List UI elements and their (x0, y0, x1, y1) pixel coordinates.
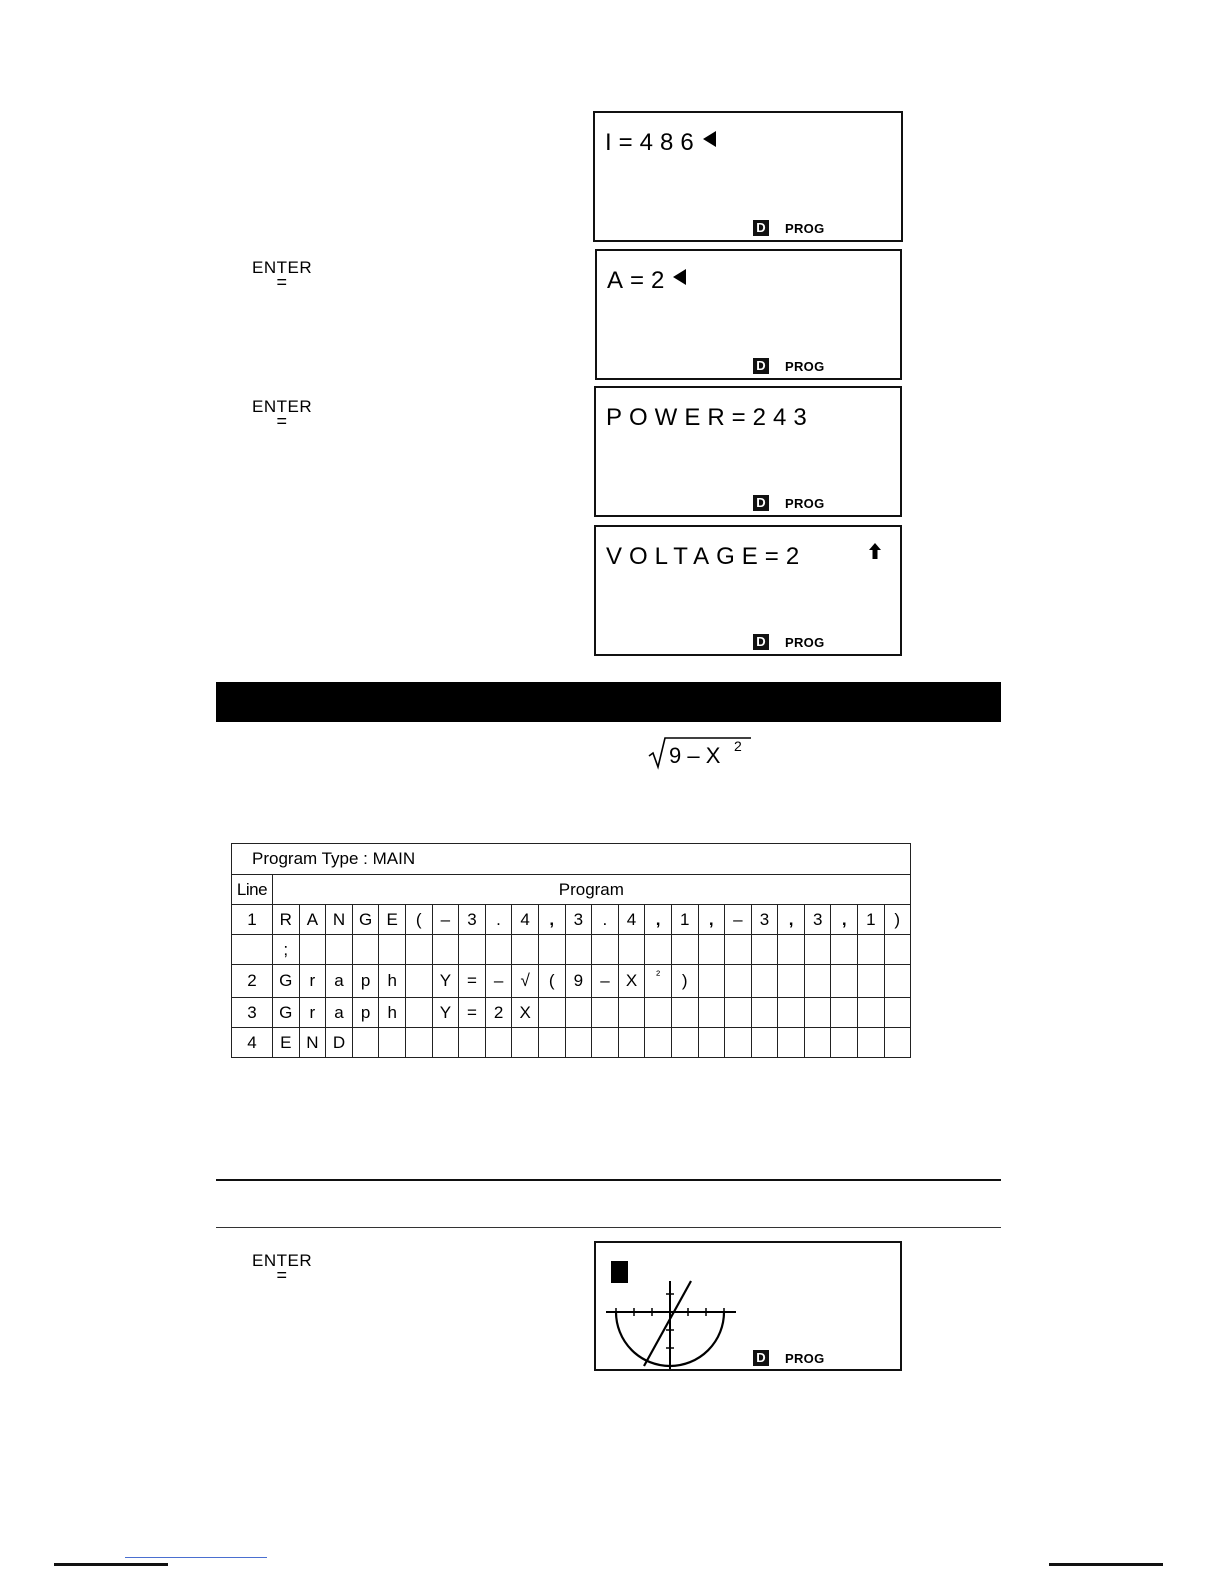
program-char-cell (778, 965, 805, 998)
program-char-cell (485, 935, 512, 965)
program-char-cell: p (352, 998, 379, 1028)
program-char-cell: 1 (671, 905, 698, 935)
program-char-cell: 3 (751, 905, 778, 935)
program-char-cell: E (273, 1028, 300, 1058)
section-header-bar (216, 682, 1001, 722)
program-char-cell: R (273, 905, 300, 935)
program-char-cell: 3 (459, 905, 486, 935)
lcd-screen-2 (595, 249, 902, 380)
lcd-screen-1 (593, 111, 903, 242)
program-char-cell: h (379, 965, 406, 998)
program-char-cell (831, 998, 858, 1028)
left-arrow-icon (673, 269, 686, 285)
program-char-cell: X (512, 998, 539, 1028)
program-char-cell (804, 935, 831, 965)
square-root-formula (645, 734, 755, 770)
program-char-cell: = (459, 965, 486, 998)
program-char-cell: 4 (618, 905, 645, 935)
prog-mode-indicator: PROG (785, 359, 825, 374)
program-char-cell (858, 998, 885, 1028)
program-char-cell: G (273, 998, 300, 1028)
program-table (231, 843, 911, 1058)
footer-rule-right (1049, 1563, 1163, 1566)
program-char-cell: = (459, 998, 486, 1028)
lcd-screen-3 (594, 386, 902, 517)
left-arrow-icon (703, 131, 716, 147)
lcd-screen-4 (594, 525, 902, 656)
enter-key-text: ENTER (252, 1251, 313, 1270)
program-char-cell (804, 998, 831, 1028)
program-char-cell (405, 965, 432, 998)
prog-mode-indicator: PROG (785, 1351, 825, 1366)
enter-key-text: ENTER (252, 258, 313, 277)
program-char-cell (405, 998, 432, 1028)
program-char-cell: – (725, 905, 752, 935)
program-char-cell: 3 (565, 905, 592, 935)
program-char-cell (565, 1028, 592, 1058)
program-char-cell: , (538, 905, 565, 935)
program-char-cell (592, 998, 619, 1028)
program-char-cell: N (326, 905, 353, 935)
program-char-cell: . (485, 905, 512, 935)
enter-key-label-2 (252, 397, 313, 431)
program-char-cell (778, 1028, 805, 1058)
program-header-row (232, 875, 911, 905)
program-char-cell (858, 965, 885, 998)
program-char-cell: – (432, 905, 459, 935)
program-char-cell (352, 935, 379, 965)
divider-rule-bottom (216, 1227, 1001, 1228)
program-type-label: Program Type : MAIN (232, 844, 911, 875)
program-char-cell (671, 935, 698, 965)
degree-mode-indicator: D (753, 220, 769, 236)
program-char-cell: a (326, 998, 353, 1028)
prog-mode-indicator: PROG (785, 496, 825, 511)
degree-mode-indicator: D (753, 634, 769, 650)
program-char-cell (299, 935, 326, 965)
prog-mode-indicator: PROG (785, 221, 825, 236)
lcd-readout: A=2 (607, 267, 686, 295)
degree-mode-indicator: D (753, 1350, 769, 1366)
program-char-cell: √ (512, 965, 539, 998)
footer-link-underline (125, 1557, 267, 1558)
program-char-cell (645, 935, 672, 965)
program-char-cell (618, 1028, 645, 1058)
program-char-cell (565, 998, 592, 1028)
program-char-cell: . (592, 905, 619, 935)
program-char-cell (698, 965, 725, 998)
program-char-cell: , (831, 905, 858, 935)
program-char-cell: 4 (512, 905, 539, 935)
program-char-cell: – (592, 965, 619, 998)
line-number-cell: 1 (232, 905, 273, 935)
line-number-cell (232, 935, 273, 965)
program-char-cell (751, 935, 778, 965)
program-char-cell (698, 1028, 725, 1058)
program-char-cell: h (379, 998, 406, 1028)
program-char-cell (379, 935, 406, 965)
enter-key-label-1 (252, 258, 313, 292)
program-char-cell (831, 1028, 858, 1058)
program-char-cell: , (645, 905, 672, 935)
program-char-cell: p (352, 965, 379, 998)
program-char-cell (725, 998, 752, 1028)
program-char-cell (884, 998, 910, 1028)
program-char-cell (405, 935, 432, 965)
program-char-cell: 1 (858, 905, 885, 935)
program-char-cell: ) (884, 905, 910, 935)
program-char-cell (858, 935, 885, 965)
equals-key-text: = (276, 272, 288, 292)
program-char-cell: , (698, 905, 725, 935)
lcd-readout: VOLTAGE=2 (606, 543, 807, 570)
program-char-cell (512, 935, 539, 965)
program-char-cell (858, 1028, 885, 1058)
program-column-header: Program (273, 875, 911, 905)
program-char-cell (405, 1028, 432, 1058)
program-char-cell: N (299, 1028, 326, 1058)
program-char-cell: – (485, 965, 512, 998)
program-char-cell: G (273, 965, 300, 998)
lcd-readout: POWER=243 (606, 404, 814, 431)
program-char-cell (432, 1028, 459, 1058)
footer-rule-left (54, 1563, 168, 1566)
program-char-cell (804, 965, 831, 998)
program-char-cell: ( (538, 965, 565, 998)
program-char-cell (618, 998, 645, 1028)
equals-key-text: = (276, 411, 288, 431)
line-number-cell: 4 (232, 1028, 273, 1058)
program-char-cell: 2 (485, 998, 512, 1028)
program-char-cell: r (299, 998, 326, 1028)
program-char-cell (725, 965, 752, 998)
program-char-cell (565, 935, 592, 965)
degree-mode-indicator: D (753, 495, 769, 511)
line-number-cell: 3 (232, 998, 273, 1028)
program-char-cell: X (618, 965, 645, 998)
program-char-cell (831, 935, 858, 965)
enter-key-label-3 (252, 1251, 313, 1285)
program-line-row (232, 965, 911, 998)
program-char-cell (698, 935, 725, 965)
program-char-cell (379, 1028, 406, 1058)
program-line-row (232, 935, 911, 965)
program-char-cell (751, 1028, 778, 1058)
program-char-cell (618, 935, 645, 965)
program-char-cell (884, 935, 910, 965)
program-char-cell (884, 1028, 910, 1058)
program-char-cell (512, 1028, 539, 1058)
program-char-cell (671, 1028, 698, 1058)
program-char-cell (645, 998, 672, 1028)
program-char-cell (352, 1028, 379, 1058)
program-char-cell: ; (273, 935, 300, 965)
program-char-cell (538, 935, 565, 965)
program-char-cell: ² (645, 965, 672, 998)
program-char-cell (725, 935, 752, 965)
program-char-cell: 9 (565, 965, 592, 998)
program-char-cell: D (326, 1028, 353, 1058)
program-char-cell: , (778, 905, 805, 935)
line-column-header: Line (232, 875, 273, 905)
program-char-cell: 3 (804, 905, 831, 935)
formula-exponent: 2 (734, 738, 742, 754)
program-char-cell: Y (432, 998, 459, 1028)
lcd-graph-screen (594, 1241, 902, 1371)
program-char-cell (804, 1028, 831, 1058)
program-char-cell: ( (405, 905, 432, 935)
program-char-cell: ) (671, 965, 698, 998)
program-char-cell: E (379, 905, 406, 935)
program-char-cell (725, 1028, 752, 1058)
program-char-cell: a (326, 965, 353, 998)
formula-radicand: 9 – X (669, 743, 721, 768)
program-line-row (232, 905, 911, 935)
lcd-readout: I=486 (605, 129, 716, 157)
program-char-cell (459, 1028, 486, 1058)
program-char-cell (432, 935, 459, 965)
program-char-cell: r (299, 965, 326, 998)
program-char-cell: G (352, 905, 379, 935)
program-char-cell (698, 998, 725, 1028)
program-char-cell (326, 935, 353, 965)
program-char-cell (751, 965, 778, 998)
degree-mode-indicator: D (753, 358, 769, 374)
enter-key-text: ENTER (252, 397, 313, 416)
divider-rule-top (216, 1179, 1001, 1181)
program-char-cell (778, 935, 805, 965)
program-char-cell (831, 965, 858, 998)
program-char-cell (485, 1028, 512, 1058)
program-char-cell (751, 998, 778, 1028)
line-number-cell: 2 (232, 965, 273, 998)
program-char-cell: A (299, 905, 326, 935)
program-char-cell (592, 1028, 619, 1058)
program-char-cell (538, 1028, 565, 1058)
program-char-cell (884, 965, 910, 998)
program-char-cell (645, 1028, 672, 1058)
cursor-block (611, 1261, 628, 1283)
program-char-cell: Y (432, 965, 459, 998)
program-char-cell (459, 935, 486, 965)
program-char-cell (671, 998, 698, 1028)
program-char-cell (592, 935, 619, 965)
prog-mode-indicator: PROG (785, 635, 825, 650)
graph-plot (596, 1243, 900, 1369)
program-char-cell (538, 998, 565, 1028)
equals-key-text: = (276, 1265, 288, 1285)
program-line-row (232, 1028, 911, 1058)
program-line-row (232, 998, 911, 1028)
up-arrow-icon (868, 542, 882, 560)
program-char-cell (778, 998, 805, 1028)
program-type-row (232, 844, 911, 875)
